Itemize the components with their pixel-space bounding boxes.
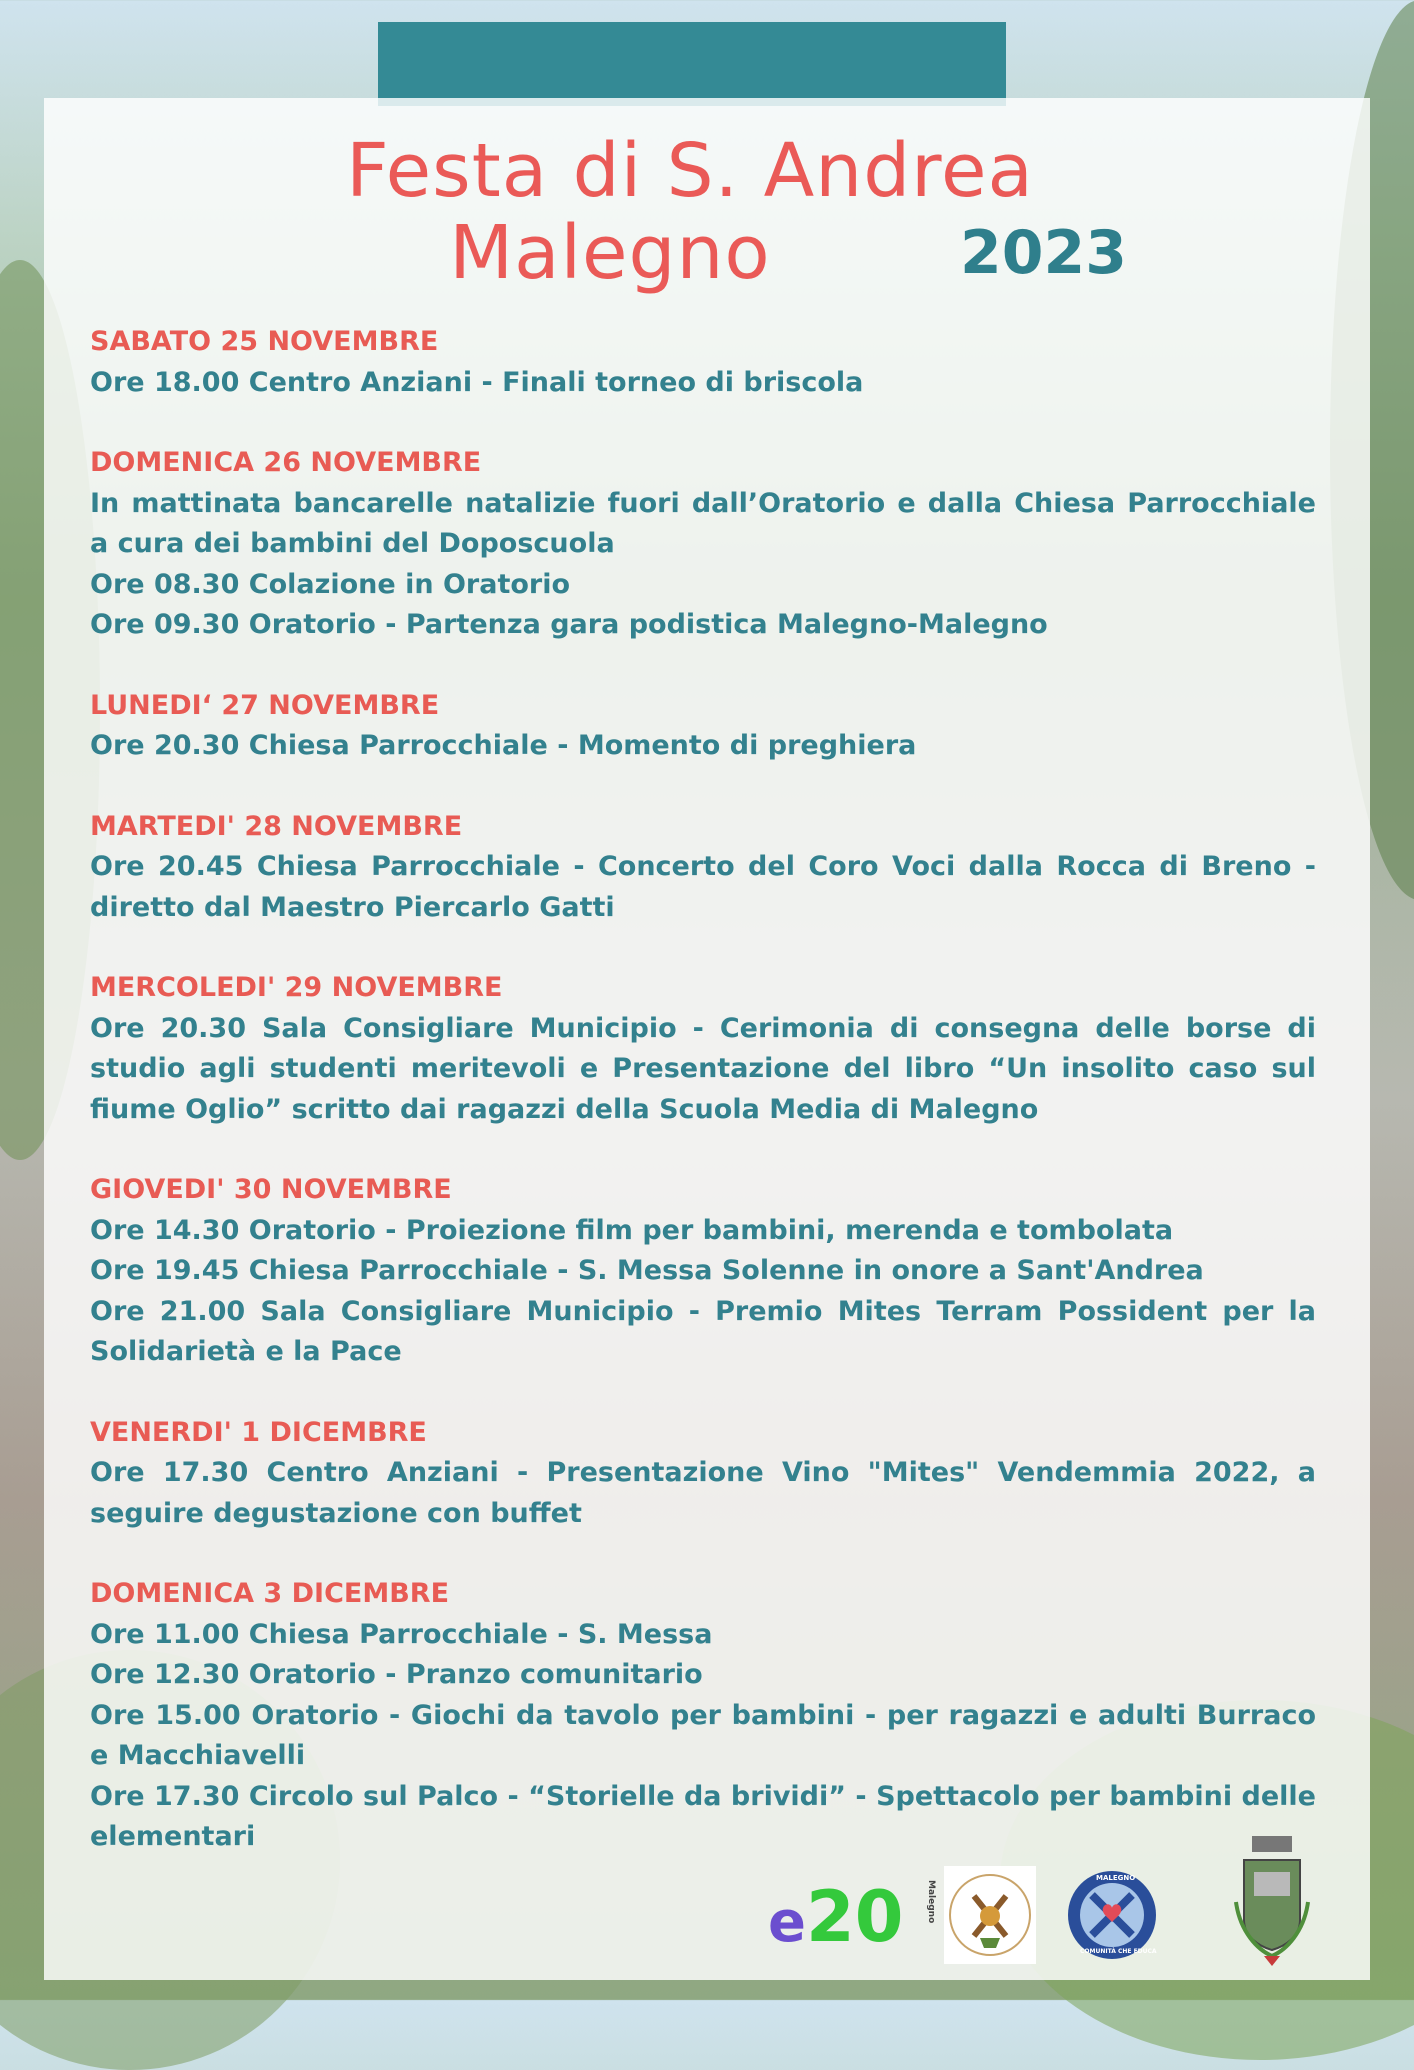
event-line: Ore 09.30 Oratorio - Partenza gara podistica Malegno-Malegno xyxy=(90,609,1048,640)
header-bar xyxy=(378,22,1006,106)
day-heading: SABATO 25 NOVEMBRE xyxy=(90,326,439,357)
parish-logo xyxy=(944,1866,1036,1964)
event-line: Ore 21.00 Sala Consigliare Municipio - Premio Mites Terram Possident per la Solidarietà e la Pace xyxy=(90,1295,1316,1367)
day-block xyxy=(90,1413,1316,1535)
event-line: Ore 11.00 Chiesa Parrocchiale - S. Messa xyxy=(90,1618,713,1650)
title-line-2: Malegno xyxy=(449,210,771,296)
day-block xyxy=(90,968,1316,1130)
sponsor-logos xyxy=(760,1862,1320,1972)
day-block xyxy=(90,1170,1316,1373)
day-heading: MARTEDI' 28 NOVEMBRE xyxy=(90,810,463,842)
community-logo: MALEGNO COMUNITÀ CHE EDUCA xyxy=(1066,1866,1158,1964)
program-list xyxy=(90,322,1316,1898)
day-heading: DOMENICA 26 NOVEMBRE xyxy=(90,447,482,478)
day-block xyxy=(90,322,1316,403)
day-heading: MERCOLEDI' 29 NOVEMBRE xyxy=(90,972,503,1003)
event-line: Ore 12.30 Oratorio - Pranzo comunitario xyxy=(90,1659,703,1690)
event-line: Ore 17.30 Circolo sul Palco - “Storielle da brividi” - Spettacolo per bambini delle elementari xyxy=(90,1780,1316,1852)
event-line: Ore 20.30 Sala Consigliare Municipio - Cerimonia di consegna delle borse di studio agli studenti meritevoli e Presentazione del libro “Un insolito caso sul fiume Oglio” scritto dai ragazzi della Scuola Media di Malegno xyxy=(90,1012,1316,1125)
municipal-crest xyxy=(1230,1832,1314,1972)
event-line: Ore 19.45 Chiesa Parrocchiale - S. Messa Solenne in onore a Sant'Andrea xyxy=(90,1255,1204,1286)
day-block xyxy=(90,686,1316,767)
event-line: In mattinata bancarelle natalizie fuori dall’Oratorio e dalla Chiesa Parrocchiale a cura dei bambini del Doposcuola xyxy=(90,487,1316,559)
day-block xyxy=(90,1574,1316,1858)
event-line: Ore 15.00 Oratorio - Giochi da tavolo per bambini - per ragazzi e adulti Burraco e Macchiavelli xyxy=(90,1699,1316,1771)
day-heading: DOMENICA 3 DICEMBRE xyxy=(90,1578,450,1609)
day-block xyxy=(90,443,1316,646)
e20-logo: e20 Malegno xyxy=(768,1876,936,1958)
event-line: Ore 08.30 Colazione in Oratorio xyxy=(90,568,571,600)
day-heading: GIOVEDI' 30 NOVEMBRE xyxy=(90,1174,452,1205)
day-heading: LUNEDI‘ 27 NOVEMBRE xyxy=(90,689,440,721)
event-year: 2023 xyxy=(960,218,1127,288)
event-line: Ore 14.30 Oratorio - Proiezione film per bambini, merenda e tombolata xyxy=(90,1214,1174,1246)
event-line: Ore 20.30 Chiesa Parrocchiale - Momento di preghiera xyxy=(90,730,917,761)
day-block xyxy=(90,807,1316,929)
event-line: Ore 18.00 Centro Anziani - Finali torneo di briscola xyxy=(90,366,864,398)
event-line: Ore 20.45 Chiesa Parrocchiale - Concerto del Coro Voci dalla Rocca di Breno - diretto dal Maestro Piercarlo Gatti xyxy=(90,851,1316,923)
event-line: Ore 17.30 Centro Anziani - Presentazione Vino "Mites" Vendemmia 2022, a seguire degustazione con buffet xyxy=(90,1457,1316,1529)
title-line-1: Festa di S. Andrea xyxy=(346,128,1034,214)
day-heading: VENERDI' 1 DICEMBRE xyxy=(90,1416,427,1448)
